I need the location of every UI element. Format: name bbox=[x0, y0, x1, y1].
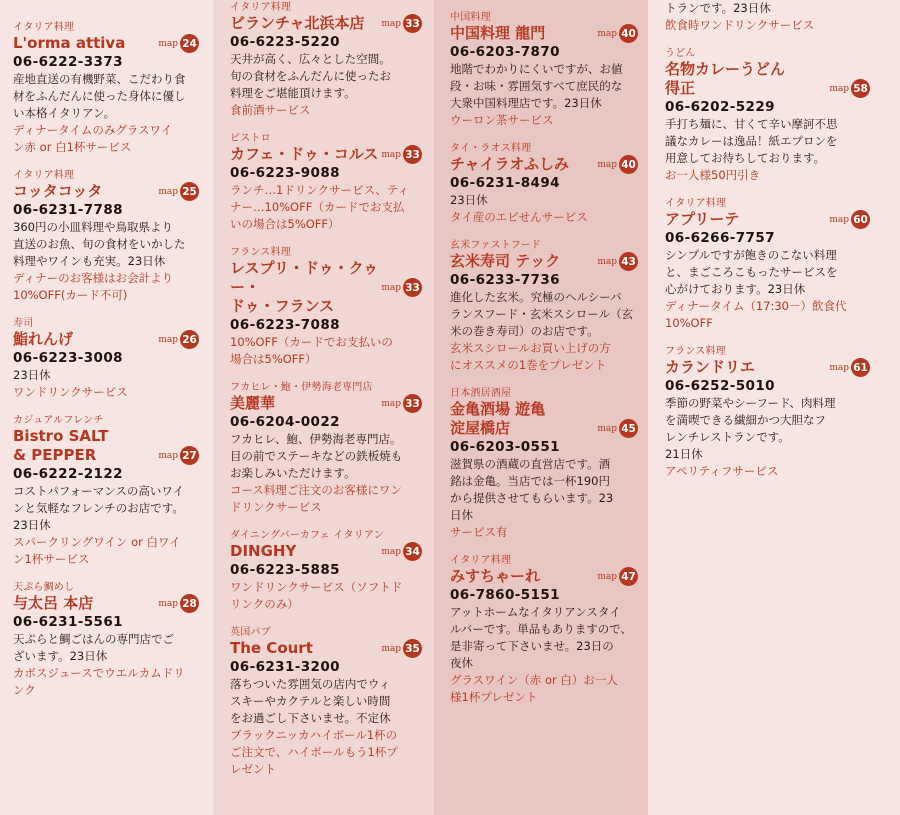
name-line: Bistro SALT bbox=[13, 427, 109, 445]
name-line: L'orma attiva bbox=[13, 34, 126, 52]
desc-line: 是非寄って下さいませ。23日の bbox=[450, 639, 614, 653]
map-label: map bbox=[158, 334, 178, 345]
restaurant-entry bbox=[450, 143, 638, 226]
perk-line: 10%OFF bbox=[665, 316, 713, 330]
restaurant-entry bbox=[13, 22, 199, 156]
desc-line: 段・お味・雰囲気すべて庶民的な bbox=[450, 79, 623, 93]
category-label: イタリア料理 bbox=[13, 22, 75, 33]
special-offer bbox=[450, 209, 638, 226]
map-number-badge: 61 bbox=[851, 358, 870, 377]
restaurant-entry bbox=[450, 240, 638, 374]
restaurant-entry bbox=[230, 2, 422, 119]
map-number-badge: 28 bbox=[180, 594, 199, 613]
perk-line: アペリティフサービス bbox=[665, 464, 779, 478]
map-number-badge: 27 bbox=[180, 446, 199, 465]
category-label: イタリア料理 bbox=[665, 198, 727, 209]
desc-line: 用意してお待ちしております。 bbox=[665, 151, 826, 165]
phone-number: 06-6233-7736 bbox=[450, 272, 560, 288]
category-label: 日本酒居酒屋 bbox=[450, 388, 512, 399]
description bbox=[450, 61, 638, 112]
column-2 bbox=[213, 0, 434, 815]
category-label: 玄米ファストフード bbox=[450, 240, 541, 251]
desc-line: 目の前でステーキなどの鉄板焼も bbox=[230, 449, 403, 463]
map-number-badge: 24 bbox=[180, 34, 199, 53]
map-reference[interactable] bbox=[829, 358, 870, 377]
phone-number: 06-6222-2122 bbox=[13, 466, 123, 482]
perk-line: ブラックニッカハイボール1杯の bbox=[230, 728, 398, 742]
map-number-badge: 34 bbox=[403, 542, 422, 561]
desc-line: 360円の小皿料理や鳥取県より bbox=[13, 220, 173, 234]
map-label: map bbox=[158, 450, 178, 461]
perk-line: ディナータイム（17:30－）飲食代 bbox=[665, 299, 847, 313]
special-offer bbox=[665, 167, 870, 184]
map-reference[interactable] bbox=[829, 210, 870, 229]
name-line: アプリーテ bbox=[665, 210, 740, 228]
name-line: 淀屋橋店 bbox=[450, 419, 511, 437]
special-offer bbox=[230, 579, 422, 613]
desc-line: 夜休 bbox=[450, 656, 473, 670]
desc-line: アットホームなイタリアンスタイ bbox=[450, 605, 621, 619]
phone-number: 06-6231-7788 bbox=[13, 202, 123, 218]
description bbox=[450, 289, 638, 340]
desc-line: 材をふんだんに使った身体に優し bbox=[13, 89, 186, 103]
continued-desc bbox=[665, 0, 870, 17]
phone-number: 06-6223-5220 bbox=[230, 34, 340, 50]
restaurant-entry bbox=[13, 415, 199, 568]
map-label: map bbox=[597, 571, 617, 582]
map-reference[interactable] bbox=[381, 278, 422, 297]
desc-line: 銘は金亀。当店では一杯190円 bbox=[450, 474, 610, 488]
desc-line: ランスフード・玄米スシロール（玄 bbox=[450, 307, 634, 321]
description bbox=[13, 71, 199, 122]
name-line: カフェ・ドゥ・コルス bbox=[230, 145, 379, 163]
name-line: 金亀酒場 遊亀 bbox=[450, 400, 546, 418]
map-label: map bbox=[158, 598, 178, 609]
special-offer bbox=[230, 727, 422, 778]
perk-line: ディナーのお客様はお会計より bbox=[13, 271, 174, 285]
desc-line: ざいます。23日休 bbox=[13, 649, 108, 663]
map-label: map bbox=[597, 159, 617, 170]
special-offer bbox=[450, 524, 638, 541]
desc-line: 心がけております。23日休 bbox=[665, 282, 806, 296]
name-line: ビランチャ北浜本店 bbox=[230, 14, 365, 32]
desc-line: 料理をご堪能頂けます。 bbox=[230, 86, 356, 100]
map-label: map bbox=[381, 398, 401, 409]
description bbox=[450, 604, 638, 672]
column-4 bbox=[648, 0, 900, 815]
name-line: 与太呂 本店 bbox=[13, 594, 94, 612]
map-label: map bbox=[597, 256, 617, 267]
special-offer bbox=[230, 482, 422, 516]
description bbox=[13, 219, 199, 270]
perk-line: リンクのみ） bbox=[230, 597, 299, 611]
map-reference[interactable] bbox=[597, 155, 638, 174]
perk-line: 場合は5%OFF） bbox=[230, 352, 317, 366]
restaurant-entry bbox=[450, 388, 638, 541]
category-label: フランス料理 bbox=[665, 346, 726, 357]
restaurant-entry bbox=[665, 198, 870, 332]
category-label: イタリア料理 bbox=[230, 2, 292, 13]
map-number-badge: 45 bbox=[619, 419, 638, 438]
name-line: みすちゃーれ bbox=[450, 567, 541, 585]
special-offer bbox=[13, 665, 199, 699]
perk-line: 玄米スシロールお買い上げの方 bbox=[450, 341, 611, 355]
desc-line: スキーやカクテルと楽しい時間 bbox=[230, 694, 391, 708]
perk-line: ン赤 or 白1杯サービス bbox=[13, 140, 132, 154]
category-label: 中国料理 bbox=[450, 12, 491, 23]
map-label: map bbox=[158, 38, 178, 49]
desc-line: 落ちついた雰囲気の店内でウィ bbox=[230, 677, 391, 691]
map-reference[interactable] bbox=[597, 252, 638, 271]
special-offer bbox=[13, 384, 199, 401]
special-offer bbox=[450, 112, 638, 129]
name-line: 名物カレーうどん bbox=[665, 60, 786, 78]
description bbox=[13, 367, 199, 384]
desc-line: 米の巻き寿司）のお店です。 bbox=[450, 324, 599, 338]
perk-line: 10%OFF(カード不可) bbox=[13, 288, 128, 302]
desc-line: 手打ち麺に、甘くて辛い摩訶不思 bbox=[665, 117, 838, 131]
perk-line: ご注文で、ハイボールもう1杯プ bbox=[230, 745, 398, 759]
category-label: 寿司 bbox=[13, 318, 34, 329]
perk-line: サービス有 bbox=[450, 525, 508, 539]
continued-perk bbox=[665, 17, 870, 34]
perk-line: ワンドリンクサービス（ソフトド bbox=[230, 580, 403, 594]
restaurant-entry bbox=[230, 247, 422, 368]
desc-line: 23日休 bbox=[13, 518, 51, 532]
desc-line: 議なカレーは逸品！紙エプロンを bbox=[665, 134, 838, 148]
category-label: 英国パブ bbox=[230, 627, 271, 638]
map-reference[interactable] bbox=[381, 639, 422, 658]
description bbox=[13, 631, 199, 665]
desc-line: をお過ごし下さいませ。不定休 bbox=[230, 711, 391, 725]
perk-line: にオススメの1巻をプレゼント bbox=[450, 358, 607, 372]
perk-line: ランチ…1ドリンクサービス、ティ bbox=[230, 183, 410, 197]
map-reference[interactable] bbox=[158, 34, 199, 53]
desc-line: レンチレストランです。 bbox=[665, 430, 790, 444]
name-line: レスプリ・ドゥ・クゥー・ bbox=[230, 259, 379, 296]
special-offer bbox=[450, 672, 638, 706]
description bbox=[665, 247, 870, 298]
desc-line: ルバーです。単品もありますので、 bbox=[450, 622, 633, 636]
restaurant-entry bbox=[13, 170, 199, 304]
map-reference[interactable] bbox=[158, 182, 199, 201]
desc-line: コストパフォーマンスの高いワイ bbox=[13, 484, 185, 498]
map-reference[interactable] bbox=[597, 567, 638, 586]
name-line: コッタコッタ bbox=[13, 182, 103, 200]
perk-line: いの場合は5%OFF） bbox=[230, 217, 340, 231]
name-line: 得正 bbox=[665, 79, 696, 97]
phone-number: 06-6223-7088 bbox=[230, 317, 340, 333]
phone-number: 06-6204-0022 bbox=[230, 414, 340, 430]
desc-line: トランです。23日休 bbox=[665, 1, 771, 15]
special-offer bbox=[230, 334, 422, 368]
category-label: タイ・ラオス料理 bbox=[450, 143, 532, 154]
perk-line: 飲食時ワンドリンクサービス bbox=[665, 18, 815, 32]
perk-line: 食前酒サービス bbox=[230, 103, 311, 117]
map-label: map bbox=[829, 362, 849, 373]
desc-line: 23日休 bbox=[450, 193, 488, 207]
map-number-badge: 33 bbox=[403, 394, 422, 413]
desc-line: を満喫できる繊細かつ大胆なフ bbox=[665, 413, 826, 427]
map-reference[interactable] bbox=[597, 419, 638, 438]
perk-line: ウーロン茶サービス bbox=[450, 113, 554, 127]
phone-number: 06-6231-5561 bbox=[13, 614, 123, 630]
map-reference[interactable] bbox=[381, 145, 422, 164]
desc-line: 季節の野菜やシーフード、肉料理 bbox=[665, 396, 836, 410]
phone-number: 06-7860-5151 bbox=[450, 587, 560, 603]
special-offer bbox=[13, 270, 199, 304]
map-label: map bbox=[829, 214, 849, 225]
perk-line: 10%OFF（カードでお支払いの bbox=[230, 335, 393, 349]
perk-line: ドリンクサービス bbox=[230, 500, 322, 514]
special-offer bbox=[230, 102, 422, 119]
restaurant-entry bbox=[13, 318, 199, 401]
map-label: map bbox=[597, 423, 617, 434]
desc-line: 21日休 bbox=[665, 447, 703, 461]
desc-line: い本格イタリアン。 bbox=[13, 106, 116, 120]
desc-line: シンプルですが飽きのこない料理 bbox=[665, 248, 837, 262]
phone-number: 06-6203-7870 bbox=[450, 44, 560, 60]
restaurant-entry bbox=[13, 582, 199, 699]
perk-line: ワンドリンクサービス bbox=[13, 385, 128, 399]
perk-line: スパークリングワイン or 白ワイ bbox=[13, 535, 181, 549]
map-number-badge: 60 bbox=[851, 210, 870, 229]
map-label: map bbox=[381, 643, 401, 654]
map-label: map bbox=[381, 18, 401, 29]
perk-line: コース料理ご注文のお客様にワン bbox=[230, 483, 402, 497]
map-reference[interactable] bbox=[381, 14, 422, 33]
perk-line: お一人様50円引き bbox=[665, 168, 761, 182]
perk-line: レゼント bbox=[230, 762, 276, 776]
name-line: チャイラオふしみ bbox=[450, 155, 569, 173]
category-label: カジュアルフレンチ bbox=[13, 415, 104, 426]
map-label: map bbox=[597, 28, 617, 39]
perk-line: カボスジュースでウエルカムドリ bbox=[13, 666, 185, 680]
map-number-badge: 40 bbox=[619, 24, 638, 43]
map-number-badge: 33 bbox=[403, 278, 422, 297]
map-number-badge: 47 bbox=[619, 567, 638, 586]
description bbox=[665, 395, 870, 463]
desc-line: お楽しみいただけます。 bbox=[230, 466, 356, 480]
desc-line: フカヒレ、鮑、伊勢海老専門店。 bbox=[230, 432, 402, 446]
map-reference[interactable] bbox=[829, 79, 870, 98]
phone-number: 06-6223-3008 bbox=[13, 350, 123, 366]
restaurant-entry bbox=[230, 530, 422, 613]
desc-line: 料理やワインも充実。23日休 bbox=[13, 254, 166, 268]
description bbox=[230, 431, 422, 482]
restaurant-entry bbox=[230, 382, 422, 516]
description bbox=[230, 676, 422, 727]
phone-number: 06-6203-0551 bbox=[450, 439, 560, 455]
map-number-badge: 35 bbox=[403, 639, 422, 658]
special-offer bbox=[665, 298, 870, 332]
phone-number: 06-6223-9088 bbox=[230, 165, 340, 181]
restaurant-entry bbox=[450, 12, 638, 129]
phone-number: 06-6202-5229 bbox=[665, 99, 775, 115]
phone-number: 06-6266-7757 bbox=[665, 230, 775, 246]
phone-number: 06-6223-5885 bbox=[230, 562, 340, 578]
special-offer bbox=[665, 463, 870, 480]
phone-number: 06-6222-3373 bbox=[13, 54, 123, 70]
restaurant-entry bbox=[450, 555, 638, 706]
map-number-badge: 33 bbox=[403, 145, 422, 164]
special-offer bbox=[13, 534, 199, 568]
special-offer bbox=[450, 340, 638, 374]
map-reference[interactable] bbox=[158, 594, 199, 613]
map-label: map bbox=[381, 546, 401, 557]
perk-line: グラスワイン（赤 or 白）お一人 bbox=[450, 673, 618, 687]
category-label: フカヒレ・鮑・伊勢海老専門店 bbox=[230, 382, 373, 393]
desc-line: 産地直送の有機野菜、こだわり食 bbox=[13, 72, 186, 86]
category-label: イタリア料理 bbox=[450, 555, 512, 566]
perk-line: 様1杯プレゼント bbox=[450, 690, 538, 704]
category-label: うどん bbox=[665, 48, 696, 59]
desc-line: 滋賀県の酒蔵の直営店です。酒 bbox=[450, 457, 611, 471]
map-number-badge: 25 bbox=[180, 182, 199, 201]
desc-line: 旬の食材をふんだんに使ったお bbox=[230, 69, 391, 83]
phone-number: 06-6231-8494 bbox=[450, 175, 560, 191]
desc-line: 地階でわかりにくいですが、お値 bbox=[450, 62, 623, 76]
desc-line: ンと気軽なフレンチのお店です。 bbox=[13, 501, 184, 515]
category-label: イタリア料理 bbox=[13, 170, 75, 181]
name-line: 玄米寿司 テック bbox=[450, 252, 561, 270]
desc-line: 日休 bbox=[450, 508, 473, 522]
perk-line: ン1杯サービス bbox=[13, 552, 90, 566]
desc-line: から提供させてもらいます。23 bbox=[450, 491, 614, 505]
category-label: ビストロ bbox=[230, 133, 271, 144]
map-label: map bbox=[158, 186, 178, 197]
category-label: フランス料理 bbox=[230, 247, 291, 258]
name-line: DINGHY bbox=[230, 542, 297, 560]
name-line: カランドリエ bbox=[665, 358, 755, 376]
map-reference[interactable] bbox=[381, 394, 422, 413]
category-label: ダイニングバーカフェ イタリアン bbox=[230, 530, 384, 541]
name-line: 中国料理 龍門 bbox=[450, 24, 546, 42]
perk-line: ンク bbox=[13, 683, 36, 697]
desc-line: 大衆中国料理店です。23日休 bbox=[450, 96, 602, 110]
name-line: ドゥ・フランス bbox=[230, 297, 335, 315]
description bbox=[450, 192, 638, 209]
perk-line: ディナータイムのみグラスワイ bbox=[13, 123, 173, 137]
map-label: map bbox=[381, 282, 401, 293]
desc-line: 直送のお魚、旬の食材をいかした bbox=[13, 237, 186, 251]
column-1 bbox=[0, 0, 213, 815]
desc-line: 進化した玄米。究極のヘルシーバ bbox=[450, 290, 622, 304]
restaurant-entry bbox=[230, 627, 422, 778]
map-number-badge: 40 bbox=[619, 155, 638, 174]
map-number-badge: 26 bbox=[180, 330, 199, 349]
perk-line: タイ産のエビせんサービス bbox=[450, 210, 588, 224]
continued-entry bbox=[665, 0, 870, 34]
restaurant-entry bbox=[230, 133, 422, 233]
desc-line: と、まごころこもったサービスを bbox=[665, 265, 838, 279]
desc-line: 天ぷらと鯛ごはんの専門店でご bbox=[13, 632, 174, 646]
phone-number: 06-6231-3200 bbox=[230, 659, 340, 675]
description bbox=[230, 51, 422, 102]
restaurant-entry bbox=[665, 48, 870, 184]
column-3 bbox=[434, 0, 648, 815]
map-number-badge: 58 bbox=[851, 79, 870, 98]
category-label: 天ぷら鯛めし bbox=[13, 582, 75, 593]
map-reference[interactable] bbox=[381, 542, 422, 561]
column-4-list bbox=[665, 48, 870, 480]
map-reference[interactable] bbox=[158, 330, 199, 349]
desc-line: 23日休 bbox=[13, 368, 51, 382]
map-number-badge: 43 bbox=[619, 252, 638, 271]
phone-number: 06-6252-5010 bbox=[665, 378, 775, 394]
description bbox=[13, 483, 199, 534]
map-reference[interactable] bbox=[597, 24, 638, 43]
map-number-badge: 33 bbox=[403, 14, 422, 33]
name-line: 美麗華 bbox=[230, 394, 276, 412]
name-line: 鮨れんげ bbox=[13, 330, 74, 348]
name-line: & PEPPER bbox=[13, 446, 97, 464]
description bbox=[450, 456, 638, 524]
description bbox=[665, 116, 870, 167]
name-line: The Court bbox=[230, 639, 313, 657]
map-label: map bbox=[829, 83, 849, 94]
restaurant-entry bbox=[665, 346, 870, 480]
map-reference[interactable] bbox=[158, 446, 199, 465]
map-label: map bbox=[381, 149, 401, 160]
special-offer bbox=[13, 122, 199, 156]
special-offer bbox=[230, 182, 422, 233]
perk-line: ナー…10%OFF（カードでお支払 bbox=[230, 200, 405, 214]
desc-line: 天井が高く、広々とした空間。 bbox=[230, 52, 391, 66]
